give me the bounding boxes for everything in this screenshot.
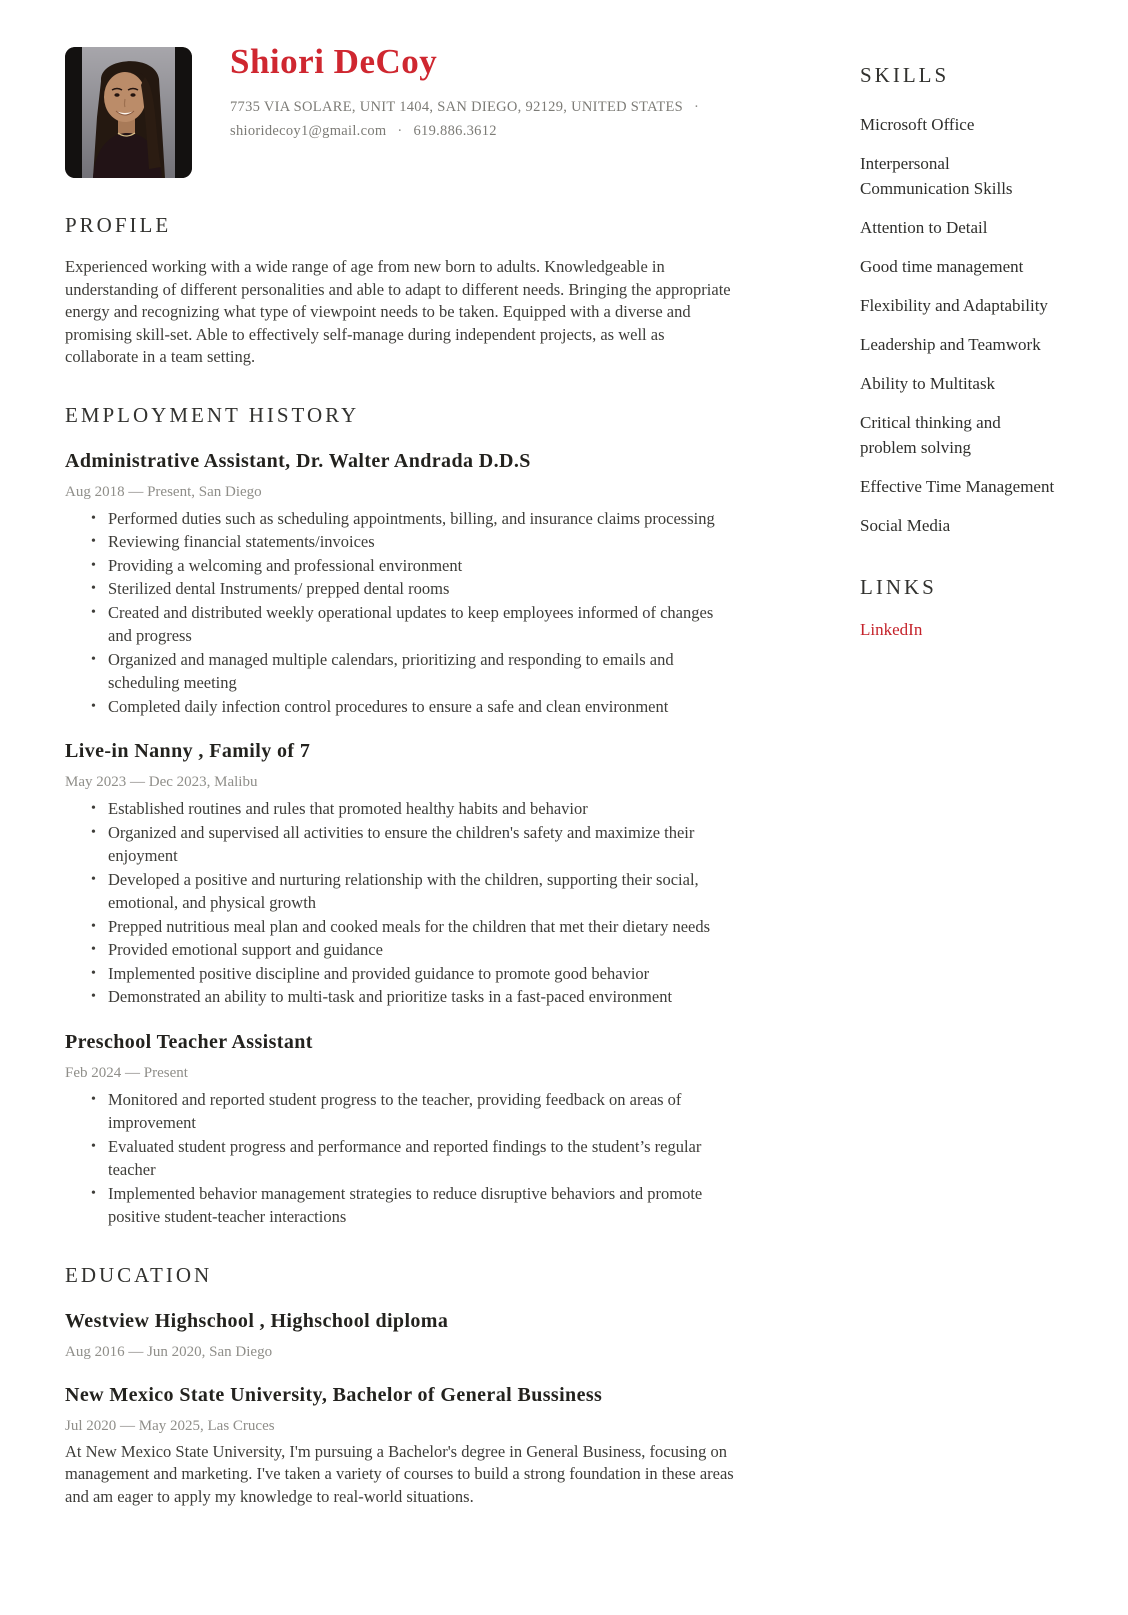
bullet-item xyxy=(65,915,737,939)
bullet-icon: • xyxy=(91,1138,96,1154)
job-date-location: Feb 2024 — Present xyxy=(65,1064,188,1081)
job-date-location: Aug 2018 — Present, San Diego xyxy=(65,483,262,500)
main-column xyxy=(65,196,737,1508)
education-title: Westview Highschool , Highschool diploma xyxy=(65,1309,449,1332)
jobs-list xyxy=(65,448,737,1229)
bullet-icon: • xyxy=(91,651,96,667)
bullet-icon: • xyxy=(91,534,96,549)
bullet-text: Evaluated student progress and performance and reported findings to the student’s regular teacher xyxy=(108,1136,702,1179)
education-date-location: Aug 2016 — Jun 2020, San Diego xyxy=(65,1343,273,1360)
education-entry xyxy=(65,1308,737,1362)
job-title: Live-in Nanny , Family of 7 xyxy=(65,740,311,762)
separator-dot: · xyxy=(397,123,403,140)
skill-item: Microsoft Office xyxy=(860,115,975,134)
bullet-text: Created and distributed weekly operational updates to keep employees informed of changes and progress xyxy=(108,602,714,645)
contact-info xyxy=(230,95,830,143)
education-list xyxy=(65,1308,737,1509)
education-entry xyxy=(65,1382,737,1509)
bullet-item xyxy=(65,985,737,1009)
skill-item: Social Media xyxy=(860,516,951,535)
person-name: Shiori DeCoy xyxy=(230,42,438,81)
bullet-text: Organized and supervised all activities to ensure the children's safety and maximize their enjoyment xyxy=(108,822,695,865)
job-title: Preschool Teacher Assistant xyxy=(65,1030,313,1053)
sidebar xyxy=(860,62,1060,642)
bullet-text: Implemented behavior management strategies to reduce disruptive behaviors and promote positive student-teacher interactions xyxy=(108,1183,703,1226)
bullet-text: Performed duties such as scheduling appointments, billing, and insurance claims processing xyxy=(108,508,715,528)
bullet-text: Demonstrated an ability to multi-task and prioritize tasks in a fast-paced environment xyxy=(108,987,673,1006)
bullet-icon: • xyxy=(91,918,96,934)
job-title: Administrative Assistant, Dr. Walter Andrada D.D.S xyxy=(65,449,531,472)
links-heading: LINKS xyxy=(860,575,937,599)
education-title: New Mexico State University, Bachelor of General Bussiness xyxy=(65,1383,603,1406)
education-date-location: Jul 2020 — May 2025, Las Cruces xyxy=(65,1417,275,1434)
employment-heading: EMPLOYMENT HISTORY xyxy=(65,402,360,427)
skills-heading: SKILLS xyxy=(860,63,950,87)
bullet-icon: • xyxy=(91,801,96,816)
bullet-item xyxy=(65,507,737,531)
bullet-item xyxy=(65,577,737,601)
bullet-item xyxy=(65,868,737,915)
skill-item: Attention to Detail xyxy=(860,218,988,237)
bullet-item xyxy=(65,601,737,648)
bullet-item xyxy=(65,554,737,578)
skill-item: Leadership and Teamwork xyxy=(860,335,1041,354)
bullet-item xyxy=(65,695,737,719)
bullet-item xyxy=(65,821,737,868)
job-entry xyxy=(65,738,737,1009)
bullet-item xyxy=(65,1088,737,1135)
contact-email-phone-line xyxy=(230,119,830,143)
skill-item: Effective Time Management xyxy=(860,477,1055,496)
bullet-text: Completed daily infection control procedures to ensure a safe and clean environment xyxy=(108,696,669,716)
bullet-icon: • xyxy=(91,824,96,840)
portrait-illustration xyxy=(65,47,192,178)
bullet-icon: • xyxy=(91,557,96,573)
profile-text: Experienced working with a wide range of age from new born to adults. Knowledgeable in understanding of different personalities and able to adapt to different needs. Bringing the appropriate energy and recognizing what type of viewpoint needs to be taken. Equipped with a diverse and promising skill-set. Able to effectively self-manage during independent projects, as well as collaborate in a team setting. xyxy=(65,257,731,366)
bullet-icon: • xyxy=(91,604,96,620)
bullet-icon: • xyxy=(91,510,96,526)
bullet-icon: • xyxy=(91,581,96,596)
bullet-item xyxy=(65,530,737,554)
job-bullet-list xyxy=(65,507,737,719)
skill-item: Interpersonal Communication Skills xyxy=(860,154,1013,198)
bullet-icon: • xyxy=(91,989,96,1004)
bullet-icon: • xyxy=(91,1185,96,1201)
skill-item: Ability to Multitask xyxy=(860,374,996,393)
bullet-text: Provided emotional support and guidance xyxy=(108,940,383,959)
linkedin-link[interactable]: LinkedIn xyxy=(860,620,923,639)
contact-email: shioridecoy1@gmail.com xyxy=(230,123,387,140)
bullet-text: Monitored and reported student progress to the teacher, providing feedback on areas of improvement xyxy=(108,1089,682,1132)
contact-phone: 619.886.3612 xyxy=(413,123,497,140)
skills-list xyxy=(860,112,1060,538)
bullet-icon: • xyxy=(91,698,96,714)
job-bullet-list xyxy=(65,1088,737,1229)
bullet-icon: • xyxy=(91,1091,96,1107)
bullet-text: Organized and managed multiple calendars, prioritizing and responding to emails and scheduling meeting xyxy=(108,649,674,692)
skill-item: Critical thinking and problem solving xyxy=(860,413,1001,457)
bullet-item xyxy=(65,938,737,962)
bullet-text: Providing a welcoming and professional environment xyxy=(108,555,463,575)
profile-photo xyxy=(65,47,192,178)
bullet-icon: • xyxy=(91,965,96,981)
bullet-text: Prepped nutritious meal plan and cooked meals for the children that met their dietary needs xyxy=(108,916,711,936)
bullet-item xyxy=(65,1135,737,1182)
bullet-text: Established routines and rules that promoted healthy habits and behavior xyxy=(108,799,588,818)
education-heading: EDUCATION xyxy=(65,1262,213,1287)
bullet-icon: • xyxy=(91,942,96,957)
skill-item: Good time management xyxy=(860,257,1024,276)
job-bullet-list xyxy=(65,797,737,1009)
job-entry xyxy=(65,1029,737,1229)
bullet-text: Developed a positive and nurturing relationship with the children, supporting their social, emotional, and physical growth xyxy=(108,869,699,912)
contact-address-line xyxy=(230,95,830,119)
bullet-item xyxy=(65,797,737,821)
skill-item: Flexibility and Adaptability xyxy=(860,296,1048,315)
contact-address: 7735 VIA SOLARE, UNIT 1404, SAN DIEGO, 92129, UNITED STATES xyxy=(230,99,684,116)
bullet-icon: • xyxy=(91,871,96,887)
job-date-location: May 2023 — Dec 2023, Malibu xyxy=(65,774,258,790)
header xyxy=(230,42,830,143)
bullet-item xyxy=(65,648,737,695)
bullet-text: Implemented positive discipline and provided guidance to promote good behavior xyxy=(108,963,650,983)
bullet-text: Sterilized dental Instruments/ prepped dental rooms xyxy=(108,579,450,598)
bullet-item xyxy=(65,1182,737,1229)
separator-dot: · xyxy=(693,99,700,116)
bullet-text: Reviewing financial statements/invoices xyxy=(108,532,375,551)
education-description: At New Mexico State University, I'm pursuing a Bachelor's degree in General Business, focusing on management and marketing. I've taken a variety of courses to build a strong foundation in these areas and am eager to apply my knowledge to real-world situations. xyxy=(65,1441,734,1506)
job-entry xyxy=(65,448,737,719)
profile-heading: PROFILE xyxy=(65,213,172,237)
bullet-item xyxy=(65,962,737,986)
